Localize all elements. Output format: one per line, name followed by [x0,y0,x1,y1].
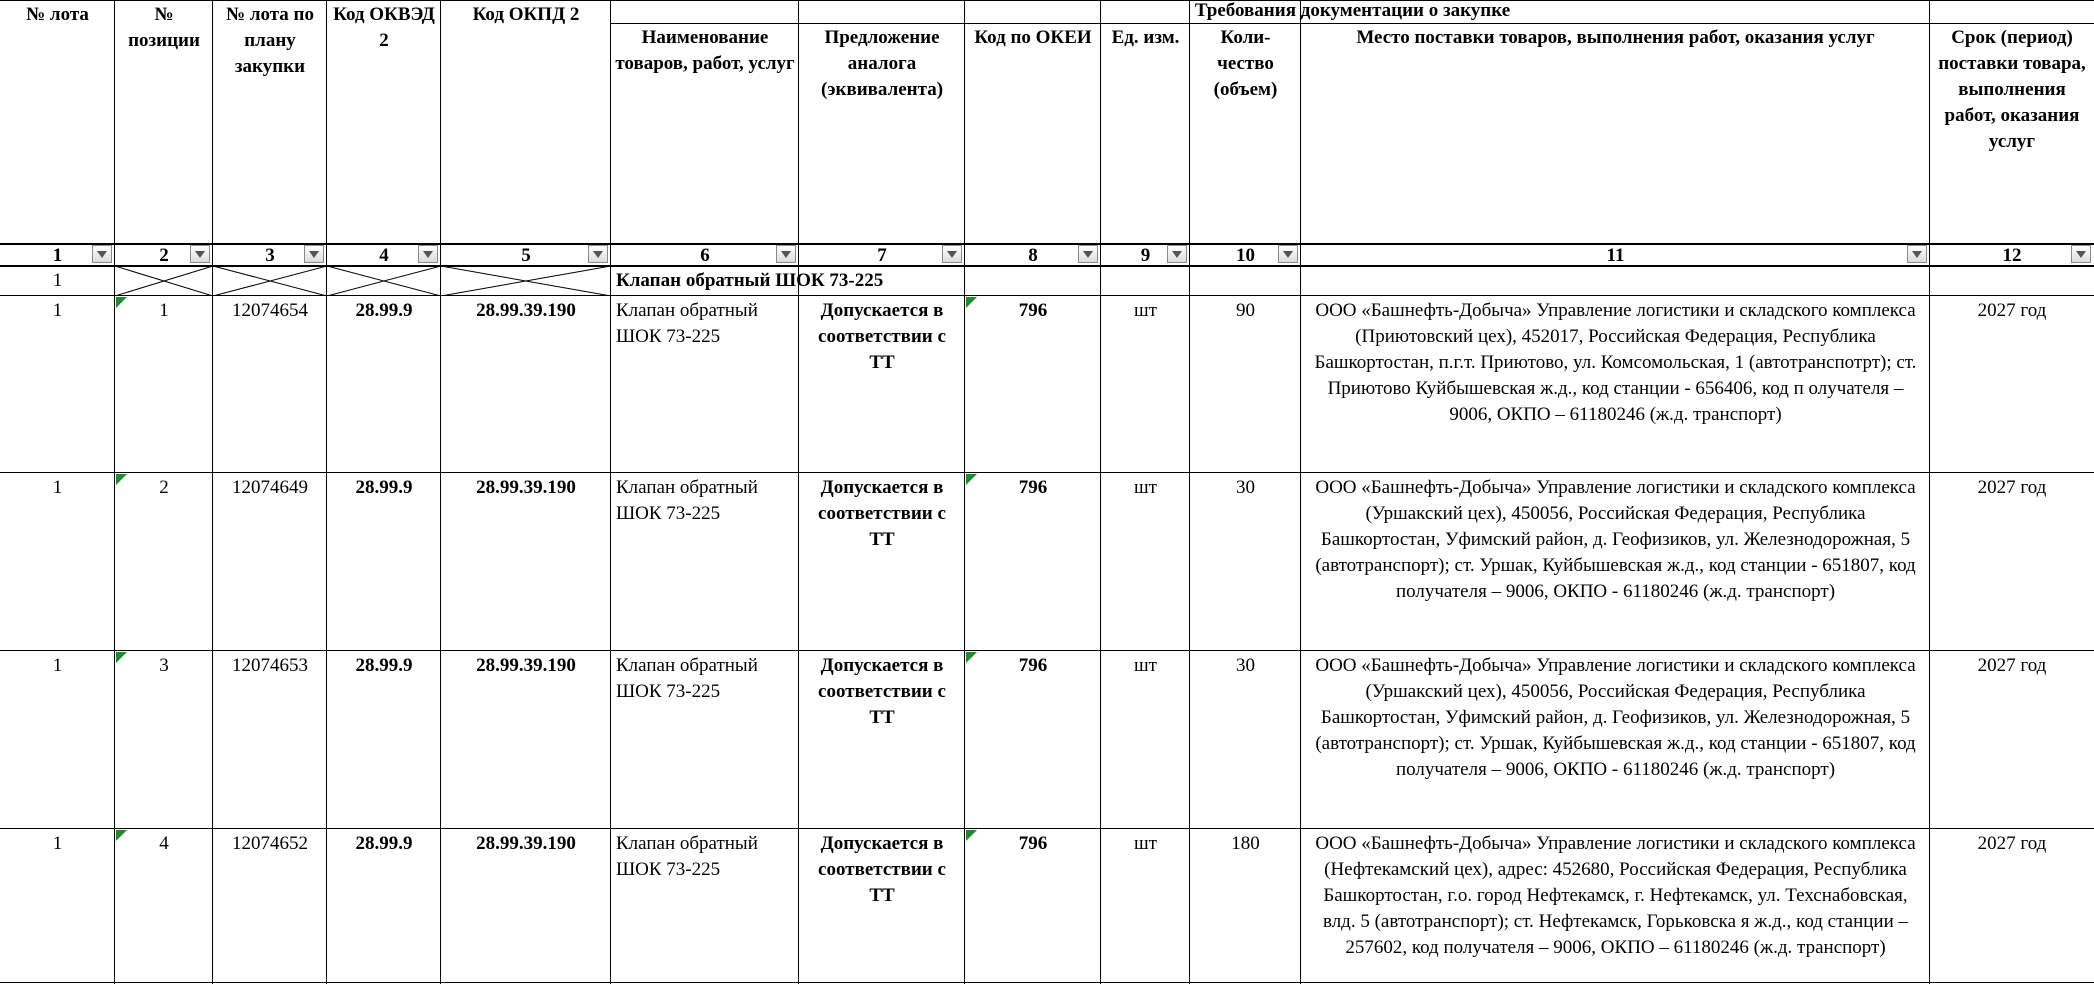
cell-lot-number[interactable]: 1 [52,655,63,676]
cell-delivery-term[interactable]: 2027 год [1977,655,2047,676]
comment-indicator-icon [116,297,127,308]
column-header-okved-code: Код ОКВЭД 2 [333,4,435,51]
crossed-out-cell [213,266,327,296]
cell-item-name[interactable]: Клапан обратный ШОК 73-225 [616,300,758,347]
filter-dropdown-icon[interactable] [92,245,112,263]
cell-analog-offer[interactable]: Допускается в соответствии с ТТ [818,655,946,728]
cell-item-name[interactable]: Клапан обратный ШОК 73-225 [616,655,758,702]
column-header-delivery-term: Срок (период) поставки товара, выполнения работ, оказания услуг [1938,27,2086,152]
column-number-2: 2 [159,245,169,266]
column-number-1: 1 [52,245,63,266]
cell-delivery-place[interactable]: ООО «Башнефть-Добыча» Управление логистики и складского комплекса (Нефтекамский цех), адрес: 452680, Российская Федерация, Республика Башкортостан, г.о. город Нефтекамск, г. Нефтекамск, ул. Техснабовская, влд. 5 (автотранспорт); ст. Нефтекамск, Горьковска я ж.д., код станции – 257602, код получателя – 9006, ОКПО – 61180246 (ж.д. транспорт) [1315,833,1916,958]
cell-unit[interactable]: шт [1134,300,1157,321]
filter-dropdown-icon[interactable] [190,245,210,263]
cell-unit[interactable]: шт [1134,833,1157,854]
column-number-8: 8 [1028,245,1038,266]
cell-delivery-place[interactable]: ООО «Башнефть-Добыча» Управление логистики и складского комплекса (Уршакский цех), 450056, Российская Федерация, Республика Башкортостан, Уфимский район, д. Геофизиков, ул. Железнодорожная, 5 (автотранспорт); ст. Уршак, Куйбышевская ж.д., код станции - 651807, код получателя – 9006, ОКПО - 61180246 (ж.д. транспорт) [1315,477,1916,602]
cell-delivery-term[interactable]: 2027 год [1977,300,2047,321]
comment-indicator-icon [116,652,127,663]
cell-quantity[interactable]: 90 [1236,300,1255,321]
cell-lot-number[interactable]: 1 [52,300,63,321]
column-number-10: 10 [1236,245,1255,266]
cell-okved-code[interactable]: 28.99.9 [355,300,413,321]
filter-dropdown-icon[interactable] [418,245,438,263]
cell-lot-number[interactable]: 1 [52,477,63,498]
cell-delivery-place[interactable]: ООО «Башнефть-Добыча» Управление логистики и складского комплекса (Приютовский цех), 452017, Российская Федерация, Республика Башкортостан, п.г.т. Приютово, ул. Комсомольская, 1 (автотранспотрт); ст. Приютово Куйбышевская ж.д., код станции - 656406, код п олучателя – 9006, ОКПО – 61180246 (ж.д. транспорт) [1314,300,1917,425]
filter-dropdown-icon[interactable] [1278,245,1298,263]
group-header-title: Требования документации о закупке [1194,0,1511,21]
column-number-12: 12 [2002,245,2022,266]
cell-okei-code[interactable]: 796 [1018,477,1048,498]
cell-item-name[interactable]: Клапан обратный ШОК 73-225 [616,477,758,524]
cell-quantity[interactable]: 180 [1231,833,1260,854]
cell-okpd-code[interactable]: 28.99.39.190 [476,477,576,498]
cell-unit[interactable]: шт [1134,477,1157,498]
cell-okei-code[interactable]: 796 [1018,300,1048,321]
column-header-item-name: Наименование товаров, работ, услуг [615,27,795,74]
filter-dropdown-icon[interactable] [942,245,962,263]
filter-dropdown-icon[interactable] [1167,245,1187,263]
column-number-5: 5 [521,245,531,266]
cell-plan-lot-number[interactable]: 12074653 [232,655,308,676]
cell-delivery-term[interactable]: 2027 год [1977,833,2047,854]
cell-plan-lot-number[interactable]: 12074654 [232,300,308,321]
cell-position-number[interactable]: 3 [159,655,169,676]
cell-delivery-place[interactable]: ООО «Башнефть-Добыча» Управление логистики и складского комплекса (Уршакский цех), 450056, Российская Федерация, Республика Башкортостан, Уфимский район, д. Геофизиков, ул. Железнодорожная, 5 (автотранспорт); ст. Уршак, Куйбышевская ж.д., код станции - 651807, код получателя – 9006, ОКПО - 61180246 (ж.д. транспорт) [1315,655,1916,780]
cell-lot-number[interactable]: 1 [52,833,63,854]
cell-plan-lot-number[interactable]: 12074652 [232,833,308,854]
column-number-3: 3 [265,245,275,266]
column-number-9: 9 [1140,245,1151,266]
filter-dropdown-icon[interactable] [2071,245,2091,263]
column-number-11: 11 [1606,245,1625,266]
column-header-plan-lot-number: № лота по плану закупки [225,4,314,77]
cell-okpd-code[interactable]: 28.99.39.190 [476,300,576,321]
cell-analog-offer[interactable]: Допускается в соответствии с ТТ [818,300,946,373]
cell-position-number[interactable]: 2 [159,477,169,498]
filter-dropdown-icon[interactable] [588,245,608,263]
filter-dropdown-icon[interactable] [1078,245,1098,263]
column-header-delivery-place: Место поставки товаров, выполнения работ, оказания услуг [1356,27,1875,48]
lot-row-number: 1 [52,270,63,291]
cell-quantity[interactable]: 30 [1236,655,1255,676]
cell-okei-code[interactable]: 796 [1018,833,1048,854]
cell-okved-code[interactable]: 28.99.9 [355,477,413,498]
cell-okpd-code[interactable]: 28.99.39.190 [476,655,576,676]
crossed-out-cell [327,266,441,296]
cell-plan-lot-number[interactable]: 12074649 [232,477,308,498]
cell-okpd-code[interactable]: 28.99.39.190 [476,833,576,854]
comment-indicator-icon [116,830,127,841]
cell-unit[interactable]: шт [1134,655,1157,676]
cell-analog-offer[interactable]: Допускается в соответствии с ТТ [818,833,946,906]
column-header-okei-code: Код по ОКЕИ [974,27,1092,48]
crossed-out-cell [441,266,611,296]
filter-dropdown-icon[interactable] [1907,245,1927,263]
cell-delivery-term[interactable]: 2027 год [1977,477,2047,498]
cell-quantity[interactable]: 30 [1236,477,1255,498]
column-header-lot-number: № лота [26,4,89,25]
cell-position-number[interactable]: 1 [159,300,169,321]
column-header-analog-offer: Предложение аналога (эквивалента) [820,27,944,100]
cell-okei-code[interactable]: 796 [1018,655,1048,676]
comment-indicator-icon [966,830,977,841]
comment-indicator-icon [966,297,977,308]
cell-position-number[interactable]: 4 [159,833,169,854]
column-number-6: 6 [700,245,710,266]
column-number-7: 7 [877,245,887,266]
column-header-okpd-code: Код ОКПД 2 [472,4,580,25]
lot-row-title: Клапан обратный ШОК 73-225 [616,270,884,291]
cell-okved-code[interactable]: 28.99.9 [355,655,413,676]
comment-indicator-icon [966,474,977,485]
column-number-4: 4 [379,245,389,266]
column-header-unit: Ед. изм. [1111,27,1180,48]
comment-indicator-icon [966,652,977,663]
cell-item-name[interactable]: Клапан обратный ШОК 73-225 [616,833,758,880]
column-header-quantity: Коли-чество (объем) [1213,27,1278,100]
filter-dropdown-icon[interactable] [304,245,324,263]
crossed-out-cell [115,266,213,296]
column-header-position-number: № позиции [128,4,200,51]
cell-okved-code[interactable]: 28.99.9 [355,833,413,854]
cell-analog-offer[interactable]: Допускается в соответствии с ТТ [818,477,946,550]
comment-indicator-icon [116,474,127,485]
filter-dropdown-icon[interactable] [776,245,796,263]
